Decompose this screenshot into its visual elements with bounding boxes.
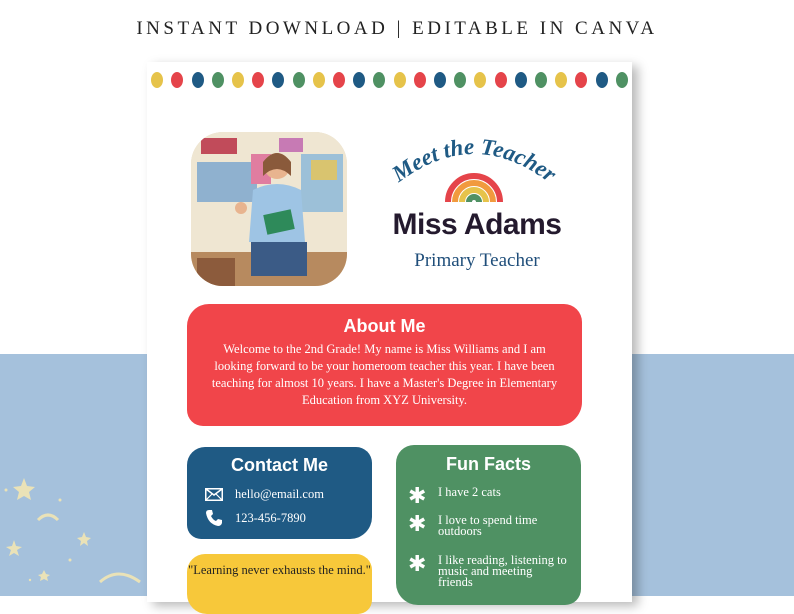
stars-moons-decoration — [0, 470, 150, 596]
border-dot — [515, 72, 527, 88]
meet-text: Meet the Teacher — [387, 133, 562, 187]
border-dot — [252, 72, 264, 88]
contact-phone: 123-456-7890 — [235, 510, 306, 525]
border-dot — [171, 72, 183, 88]
meet-the-teacher-heading — [369, 120, 579, 210]
border-dot — [313, 72, 325, 88]
teacher-role: Primary Teacher — [414, 250, 540, 271]
border-dot — [353, 72, 365, 88]
border-dot — [454, 72, 466, 88]
border-dot — [192, 72, 204, 88]
border-dot — [474, 72, 486, 88]
border-dot — [414, 72, 426, 88]
fun-fact-text: I love to spend time outdoors — [438, 513, 538, 538]
asterisk-icon: ✱ — [408, 483, 427, 508]
border-dot — [232, 72, 244, 88]
border-dot — [535, 72, 547, 88]
dot-border — [147, 72, 632, 88]
teacher-template-card[interactable] — [147, 62, 632, 602]
phone-icon — [205, 509, 223, 527]
mail-icon — [205, 488, 223, 501]
contact-phone-row[interactable] — [205, 509, 306, 527]
contact-me-panel — [187, 447, 372, 539]
border-dot — [293, 72, 305, 88]
contact-email: hello@email.com — [235, 487, 324, 501]
quote-text: "Learning never exhausts the mind." — [188, 563, 371, 577]
fun-fact-item — [408, 483, 568, 508]
fun-fact-text: I like reading, listening to music and meeting friends — [438, 553, 567, 589]
border-dot — [434, 72, 446, 88]
contact-email-row[interactable] — [205, 487, 324, 502]
about-me-body: Welcome to the 2nd Grade! My name is Miss Williams and I am looking forward to be your homeroom teacher this year. I have been teaching for almost 10 years. I have a Master's Degree in Elementary Education from XYZ University. — [211, 342, 558, 407]
quote-panel — [187, 554, 372, 614]
border-dot — [495, 72, 507, 88]
asterisk-icon: ✱ — [408, 511, 427, 536]
fun-facts-panel — [396, 445, 581, 605]
border-dot — [212, 72, 224, 88]
fun-facts-title: Fun Facts — [445, 454, 531, 474]
svg-text:Meet the Teacher — [387, 134, 562, 187]
banner-title: INSTANT DOWNLOAD | EDITABLE IN CANVA — [136, 18, 658, 39]
border-dot — [596, 72, 608, 88]
about-me-title: About Me — [343, 316, 426, 336]
border-dot — [575, 72, 587, 88]
fun-fact-item — [408, 511, 568, 538]
fun-fact-item — [408, 551, 568, 589]
border-dot — [616, 72, 628, 88]
border-dot — [272, 72, 284, 88]
border-dot — [151, 72, 163, 88]
teacher-photo — [191, 132, 347, 286]
teacher-name: Miss Adams — [392, 208, 562, 241]
about-me-panel — [187, 304, 582, 426]
rainbow-icon — [448, 176, 500, 202]
border-dot — [555, 72, 567, 88]
asterisk-icon: ✱ — [408, 551, 427, 576]
border-dot — [333, 72, 345, 88]
fun-fact-text: I have 2 cats — [438, 485, 501, 499]
contact-me-title: Contact Me — [230, 455, 328, 475]
border-dot — [373, 72, 385, 88]
border-dot — [394, 72, 406, 88]
